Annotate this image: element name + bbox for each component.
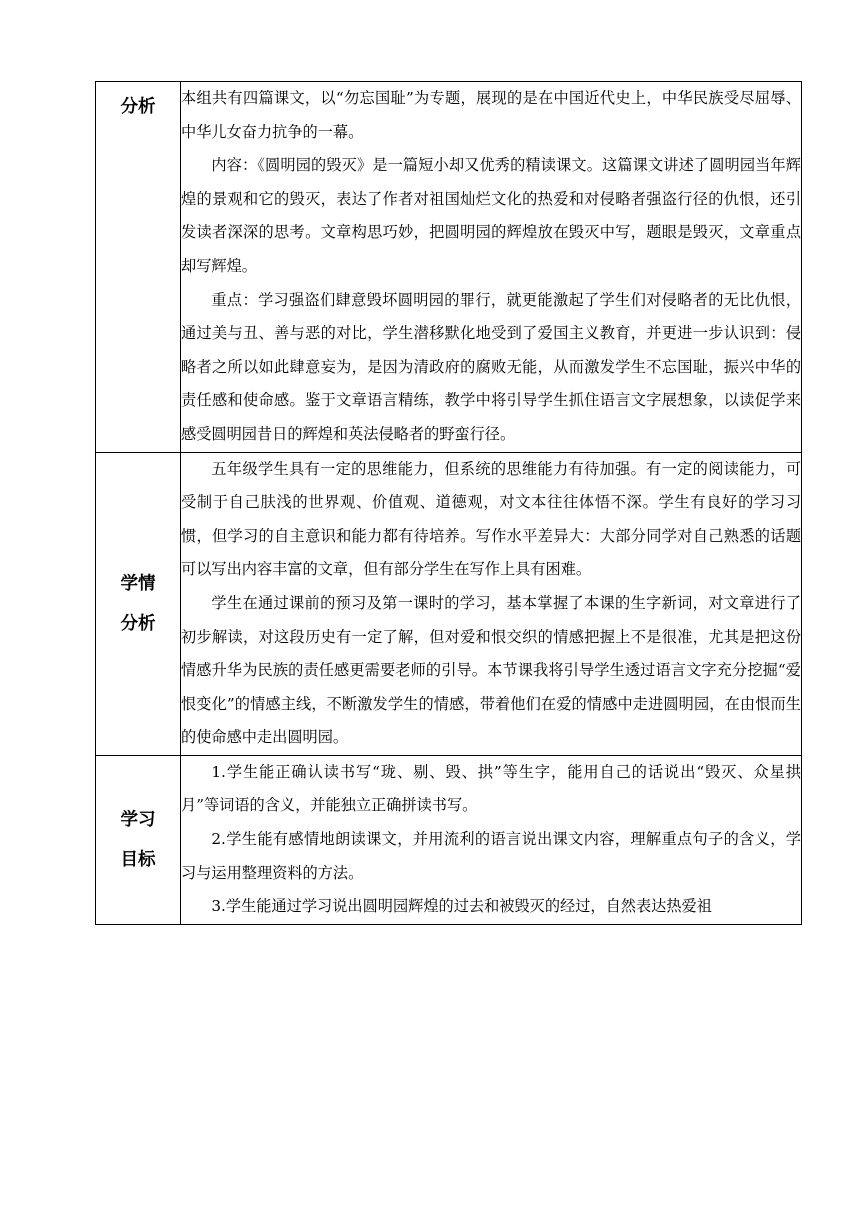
- row-label-learning-goals: [96, 755, 181, 924]
- paragraph: 2.学生能有感情地朗读课文，并用流利的语言说出课文内容，理解重点句子的含义，学习与运用整理资料的方法。: [181, 830, 801, 882]
- row-label-line: 分析: [120, 97, 156, 117]
- paragraph: 重点：学习强盗们肆意毁坏圆明园的罪行，就更能激起了学生们对侵略者的无比仇恨，通过美与丑、善与恶的对比，学生潜移默化地受到了爱国主义教育，并更进一步认识到：侵略者之所以如此肆意妄为，是因为清政府的腐败无能，从而激发学生不忘国耻，振兴中华的责任感和使命感。鉴于文章语言精练，教学中将引导学生抓住语言文字展想象，以读促学来感受圆明园昔日的辉煌和英法侵略者的野蛮行径。: [181, 290, 801, 443]
- paragraph: 内容：《圆明园的毁灭》是一篇短小却又优秀的精读课文。这篇课文讲述了圆明园当年辉煌的景观和它的毁灭，表达了作者对祖国灿烂文化的热爱和对侵略者强盗行径的仇恨，还引发读者深深的思考。文章构思巧妙，把圆明园的辉煌放在毁灭中写，题眼是毁灭，文章重点却写辉煌。: [181, 156, 801, 275]
- row-label-analysis: [96, 82, 181, 453]
- paragraph: 3.学生能通过学习说出圆明园辉煌的过去和被毁灭的经过，自然表达热爱祖: [211, 897, 712, 916]
- row-label-student-analysis: [96, 452, 181, 755]
- row-content-student-analysis: [181, 452, 802, 755]
- table-row-learning-goals: [96, 755, 802, 924]
- paragraph: 学生在通过课前的预习及第一课时的学习，基本掌握了本课的生字新词，对文章进行了初步解读，对这段历史有一定了解，但对爱和恨交织的情感把握上不是很准，尤其是把这份情感升华为民族的责任感更需要老师的引导。本节课我将引导学生透过语言文字充分挖掘“爱恨变化”的情感主线，不断激发学生的情感，带着他们在爱的情感中走进圆明园，在由恨而生的使命感中走出圆明园。: [181, 593, 801, 747]
- row-label-line: 学情: [120, 573, 156, 594]
- row-content-analysis: [181, 82, 802, 453]
- row-label-line: 目标: [120, 849, 156, 870]
- paragraph: 本组共有四篇课文，以“勿忘国耻”为专题，展现的是在中国近代史上，中华民族受尽屈辱、中华儿女奋力抗争的一幕。: [181, 89, 801, 141]
- lesson-plan-table: [95, 81, 802, 925]
- paragraph: 五年级学生具有一定的思维能力，但系统的思维能力有待加强。有一定的阅读能力，可受制于自己肤浅的世界观、价值观、道德观，对文本往往体悟不深。学生有良好的学习习惯，但学习的自主意识和能力都有待培养。写作水平差异大：大部分同学对自己熟悉的话题可以写出内容丰富的文章，但有部分学生在写作上具有困难。: [181, 459, 801, 579]
- table-row-student-analysis: [96, 452, 802, 755]
- table-row-analysis: [96, 82, 802, 453]
- row-content-learning-goals: [181, 755, 802, 924]
- row-label-line: 分析: [120, 613, 156, 634]
- row-label-line: 学习: [120, 809, 156, 830]
- paragraph: 1.学生能正确认读书写“珑、剔、毁、拱”等生字，能用自己的话说出“毁灭、众星拱月”等词语的含义，并能独立正确拼读书写。: [181, 762, 801, 815]
